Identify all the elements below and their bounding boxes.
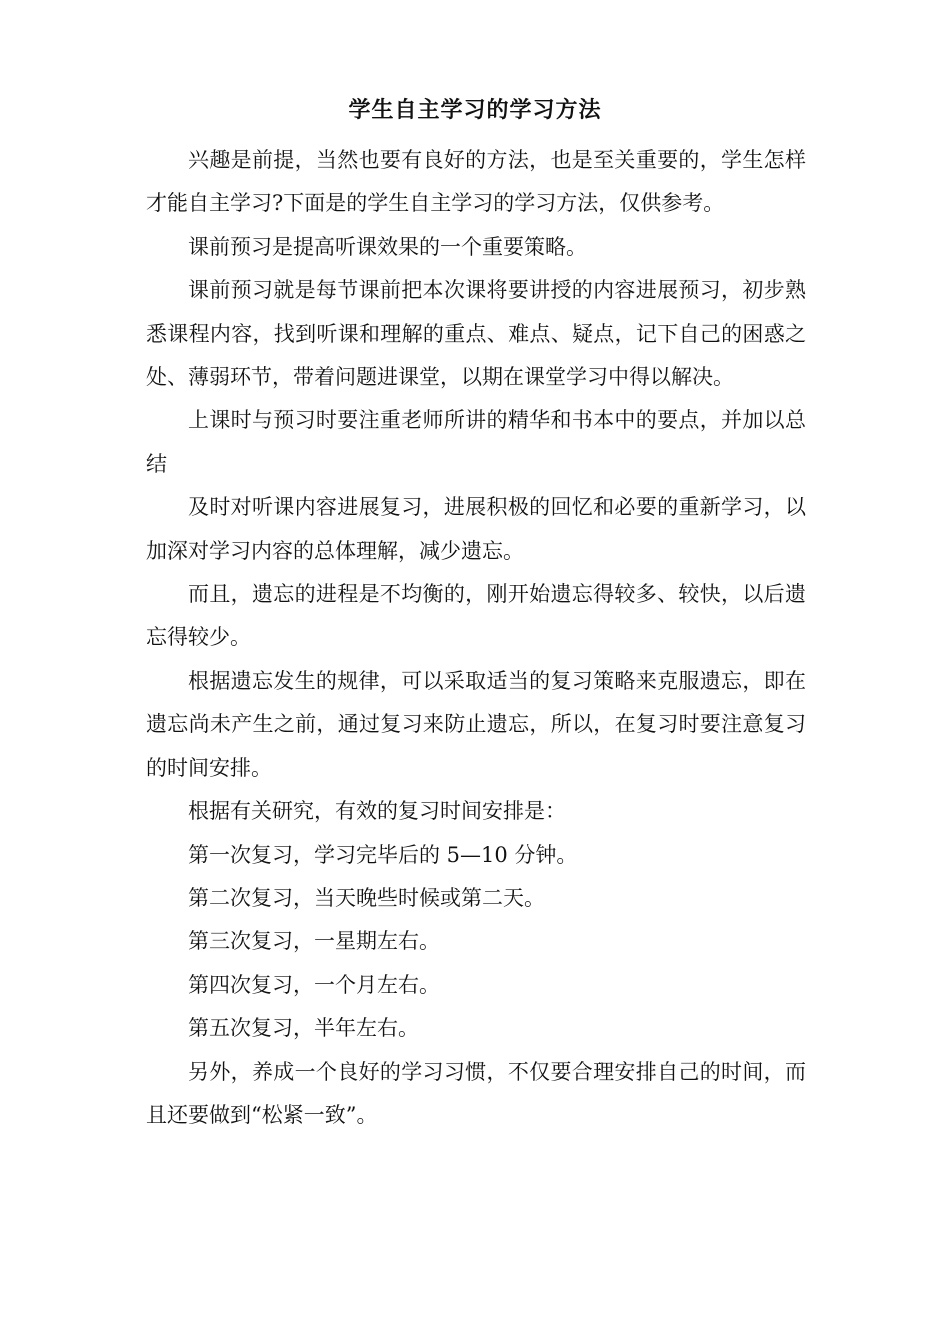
- paragraph-review-3: 第三次复习，一星期左右。: [188, 929, 440, 954]
- document-body: [146, 139, 806, 1137]
- document-title: 学生自主学习的学习方法: [348, 97, 602, 123]
- paragraph-preview-strategy: 课前预习是提高听课效果的一个重要策略。: [188, 234, 587, 259]
- paragraph-review-5: 第五次复习，半年左右。: [188, 1016, 419, 1041]
- paragraph-in-class: 上课时与预习时要注重老师所讲的精华和书本中的要点，并加以总结: [146, 408, 806, 476]
- paragraph-intro: 兴趣是前提，当然也要有良好的方法，也是至关重要的，学生怎样才能自主学习?下面是的学生自主学习的学习方法，仅供参考。: [146, 148, 806, 216]
- paragraph-forgetting-rule: 根据遗忘发生的规律，可以采取适当的复习策略来克服遗忘，即在遗忘尚未产生之前，通过复习来防止遗忘，所以，在复习时要注意复习的时间安排。: [146, 668, 806, 780]
- paragraph-review-1: 第一次复习，学习完毕后的 5—10 分钟。: [188, 842, 578, 867]
- paragraph-schedule-intro: 根据有关研究，有效的复习时间安排是：: [188, 799, 566, 824]
- paragraph-preview-detail: 课前预习就是每节课前把本次课将要讲授的内容进展预习，初步熟悉课程内容，找到听课和理解的重点、难点、疑点，记下自己的困惑之处、薄弱环节，带着问题进课堂，以期在课堂学习中得以解决。: [146, 278, 806, 390]
- paragraph-habit: 另外，养成一个良好的学习习惯，不仅要合理安排自己的时间，而且还要做到“松紧一致”。: [146, 1059, 806, 1127]
- paragraph-review: 及时对听课内容进展复习，进展积极的回忆和必要的重新学习，以加深对学习内容的总体理解，减少遗忘。: [146, 495, 806, 563]
- paragraph-review-2: 第二次复习，当天晚些时候或第二天。: [188, 885, 545, 910]
- paragraph-review-4: 第四次复习，一个月左右。: [188, 972, 440, 997]
- paragraph-forgetting-process: 而且，遗忘的进程是不均衡的，刚开始遗忘得较多、较快，以后遗忘得较少。: [146, 582, 806, 650]
